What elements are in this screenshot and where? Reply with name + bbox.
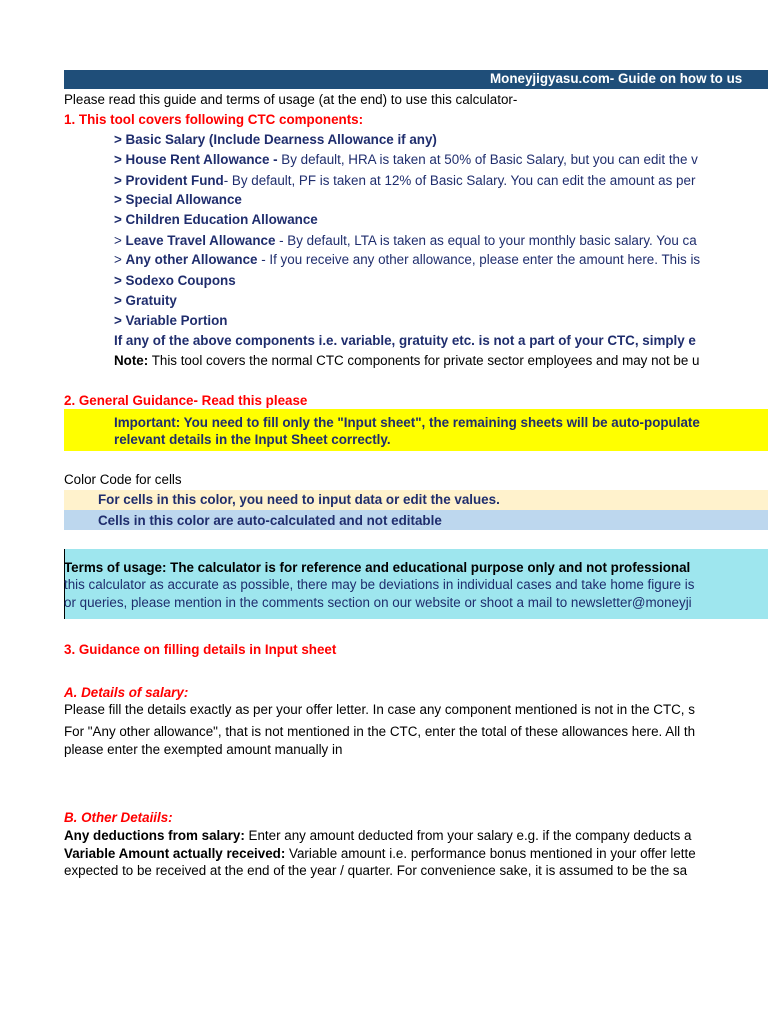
variable-amount-line-2: expected to be received at the end of the year / quarter. For convenience sake, it is assumed to be the sa <box>64 863 688 878</box>
ctc-item-provident-fund: > Provident Fund- By default, PF is taken at 12% of Basic Salary. You can edit the amount as per <box>114 173 696 188</box>
variable-amount-line: Variable Amount actually received: Variable amount i.e. performance bonus mentioned in your offer lette <box>64 846 696 861</box>
salary-details-line-1: Please fill the details exactly as per your offer letter. In case any component mentioned is not in the CTC, s <box>64 702 695 717</box>
ctc-item-gratuity: > Gratuity <box>114 293 177 308</box>
input-color-label: For cells in this color, you need to input data or edit the values. <box>98 492 500 507</box>
salary-details-line-2: For "Any other allowance", that is not mentioned in the CTC, enter the total of these allowances here. All th <box>64 724 696 739</box>
section-1-heading: 1. This tool covers following CTC components: <box>64 112 364 127</box>
salary-details-line-3: please enter the exempted amount manually in <box>64 742 343 757</box>
color-code-heading: Color Code for cells <box>64 472 182 487</box>
section-3-heading: 3. Guidance on filling details in Input sheet <box>64 642 337 657</box>
ctc-item-special-allowance: > Special Allowance <box>114 192 242 207</box>
deductions-line: Any deductions from salary: Enter any amount deducted from your salary e.g. if the company deducts a <box>64 828 692 843</box>
ctc-item-hra: > House Rent Allowance - By default, HRA is taken at 50% of Basic Salary, but you can edit the v <box>114 152 698 167</box>
auto-color-label: Cells in this color are auto-calculated and not editable <box>98 513 442 528</box>
terms-line-2: this calculator as accurate as possible, there may be deviations in individual cases and take home figure is <box>64 577 695 592</box>
section-2-heading: 2. General Guidance- Read this please <box>64 393 308 408</box>
ctc-note: Note: This tool covers the normal CTC components for private sector employees and may not be u <box>114 353 700 368</box>
intro-text: Please read this guide and terms of usage (at the end) to use this calculator- <box>64 92 518 107</box>
ctc-item-other-allowance: > Any other Allowance - If you receive any other allowance, please enter the amount here. This is <box>114 252 701 267</box>
ctc-item-variable: > Variable Portion <box>114 313 228 328</box>
terms-line-1: Terms of usage: The calculator is for reference and educational purpose only and not professional <box>64 560 691 575</box>
important-line-1: Important: You need to fill only the "Input sheet", the remaining sheets will be auto-populate <box>114 415 700 430</box>
title-bar <box>64 70 768 89</box>
ctc-item-basic-salary: > Basic Salary (Include Dearness Allowance if any) <box>114 132 437 147</box>
other-details-heading: B. Other Detaiils: <box>64 810 173 825</box>
page-title: Moneyjigyasu.com- Guide on how to us <box>490 71 743 86</box>
ctc-item-children-education: > Children Education Allowance <box>114 212 318 227</box>
terms-line-3: or queries, please mention in the comments section on our website or shoot a mail to newsletter@moneyji <box>64 595 692 610</box>
ctc-item-lta: > Leave Travel Allowance - By default, LTA is taken as equal to your monthly basic salary. You ca <box>114 233 697 248</box>
ctc-item-sodexo: > Sodexo Coupons <box>114 273 236 288</box>
important-line-2: relevant details in the Input Sheet correctly. <box>114 432 391 447</box>
ctc-if-note: If any of the above components i.e. variable, gratuity etc. is not a part of your CTC, simply e <box>114 333 696 348</box>
salary-details-heading: A. Details of salary: <box>64 685 189 700</box>
